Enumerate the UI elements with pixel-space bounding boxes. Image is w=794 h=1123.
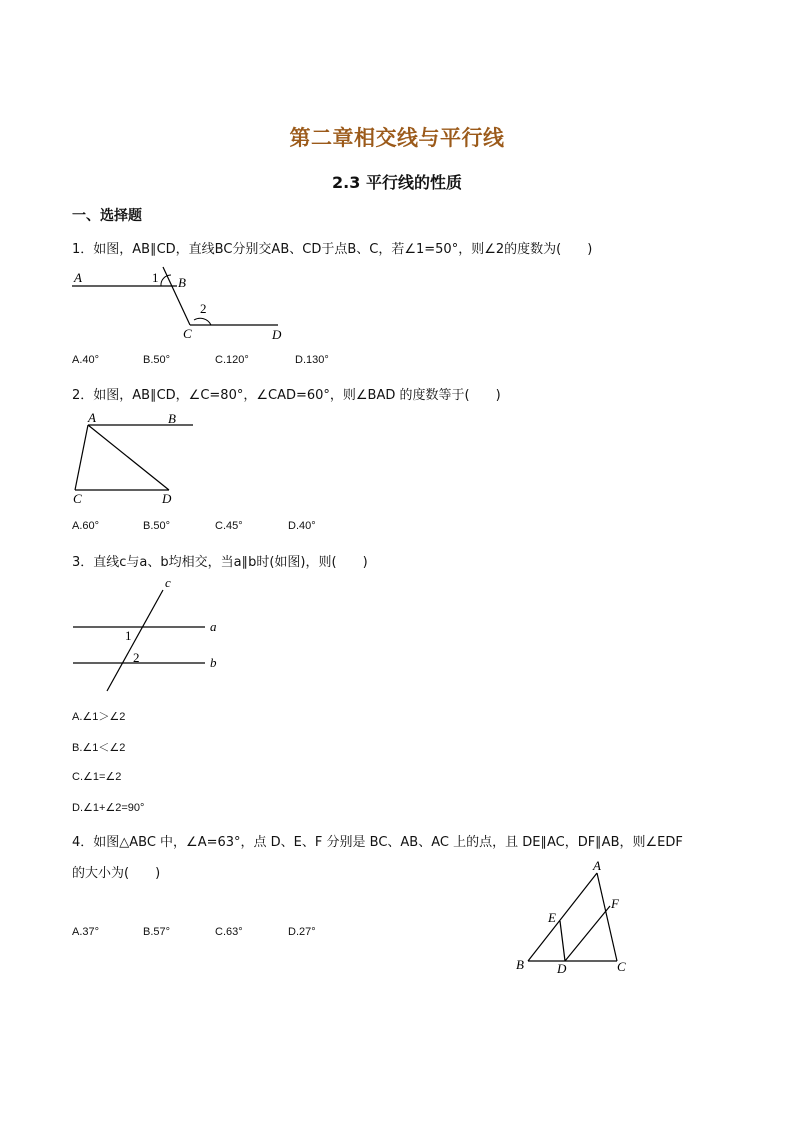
q2-option-a: A.60° xyxy=(72,520,100,532)
question-4-stem-line2: 的大小为( ) xyxy=(72,866,161,881)
question-3-stem: 3．直线c与a、b均相交，当a∥b时(如图)，则( ) xyxy=(72,555,368,570)
label-b: B xyxy=(178,275,186,290)
segment-ac xyxy=(75,425,88,490)
q4-option-a: A.37° xyxy=(72,926,100,938)
label-d: D xyxy=(557,961,567,976)
q4-option-d: D.27° xyxy=(288,926,316,938)
angle-2-arc xyxy=(194,318,211,325)
q3-option-b: B.∠1＜∠2 xyxy=(72,742,126,754)
label-c: c xyxy=(165,575,171,590)
segment-ac xyxy=(597,873,617,961)
label-a: A xyxy=(593,858,601,873)
label-a: A xyxy=(74,270,82,285)
q3-option-c: C.∠1=∠2 xyxy=(72,771,122,783)
q1-option-c: C.120° xyxy=(215,354,249,366)
label-b: B xyxy=(516,957,524,972)
question-1-stem: 1．如图，AB∥CD，直线BC分别交AB、CD于点B、C，若∠1=50°，则∠2的度数为( ) xyxy=(72,242,593,257)
label-line-a: a xyxy=(210,619,217,634)
label-e: E xyxy=(548,910,556,925)
label-f: F xyxy=(611,896,619,911)
page-title: 第二章相交线与平行线 xyxy=(289,126,505,150)
question-1-figure xyxy=(60,262,300,344)
label-c: C xyxy=(73,491,82,506)
label-b: B xyxy=(168,411,176,426)
label-c: C xyxy=(617,959,626,974)
q2-option-b: B.50° xyxy=(143,520,171,532)
question-2-stem: 2．如图，AB∥CD，∠C=80°，∠CAD=60°，则∠BAD 的度数等于( ) xyxy=(72,388,501,403)
q4-option-b: B.57° xyxy=(143,926,171,938)
question-4-figure xyxy=(505,855,645,980)
label-d: D xyxy=(162,491,172,506)
label-angle-1: 1 xyxy=(152,270,159,285)
segment-ab xyxy=(528,873,597,961)
q3-option-d: D.∠1+∠2=90° xyxy=(72,802,145,814)
label-angle-1: 1 xyxy=(125,628,132,643)
segment-de xyxy=(560,921,565,961)
segment-df xyxy=(565,906,610,961)
label-d: D xyxy=(272,327,282,342)
label-line-b: b xyxy=(210,655,217,670)
q2-option-d: D.40° xyxy=(288,520,316,532)
segment-ad xyxy=(88,425,169,490)
q3-option-a: A.∠1＞∠2 xyxy=(72,711,126,723)
q1-option-d: D.130° xyxy=(295,354,329,366)
q2-option-c: C.45° xyxy=(215,520,243,532)
question-2-figure xyxy=(65,408,195,508)
q4-option-c: C.63° xyxy=(215,926,243,938)
q1-option-a: A.40° xyxy=(72,354,100,366)
label-a: A xyxy=(88,410,96,425)
section-heading: 一、选择题 xyxy=(72,208,142,224)
label-c: C xyxy=(183,326,192,341)
page-subtitle: 2.3 平行线的性质 xyxy=(332,173,462,192)
label-angle-2: 2 xyxy=(200,301,207,316)
question-4-stem-line1: 4．如图△ABC 中，∠A=63°，点 D、E、F 分别是 BC、AB、AC 上的点，且 DE∥AC，DF∥AB，则∠EDF xyxy=(72,835,683,850)
label-angle-2: 2 xyxy=(133,650,140,665)
question-3-figure xyxy=(65,573,235,695)
q1-option-b: B.50° xyxy=(143,354,171,366)
line-c xyxy=(107,590,163,691)
